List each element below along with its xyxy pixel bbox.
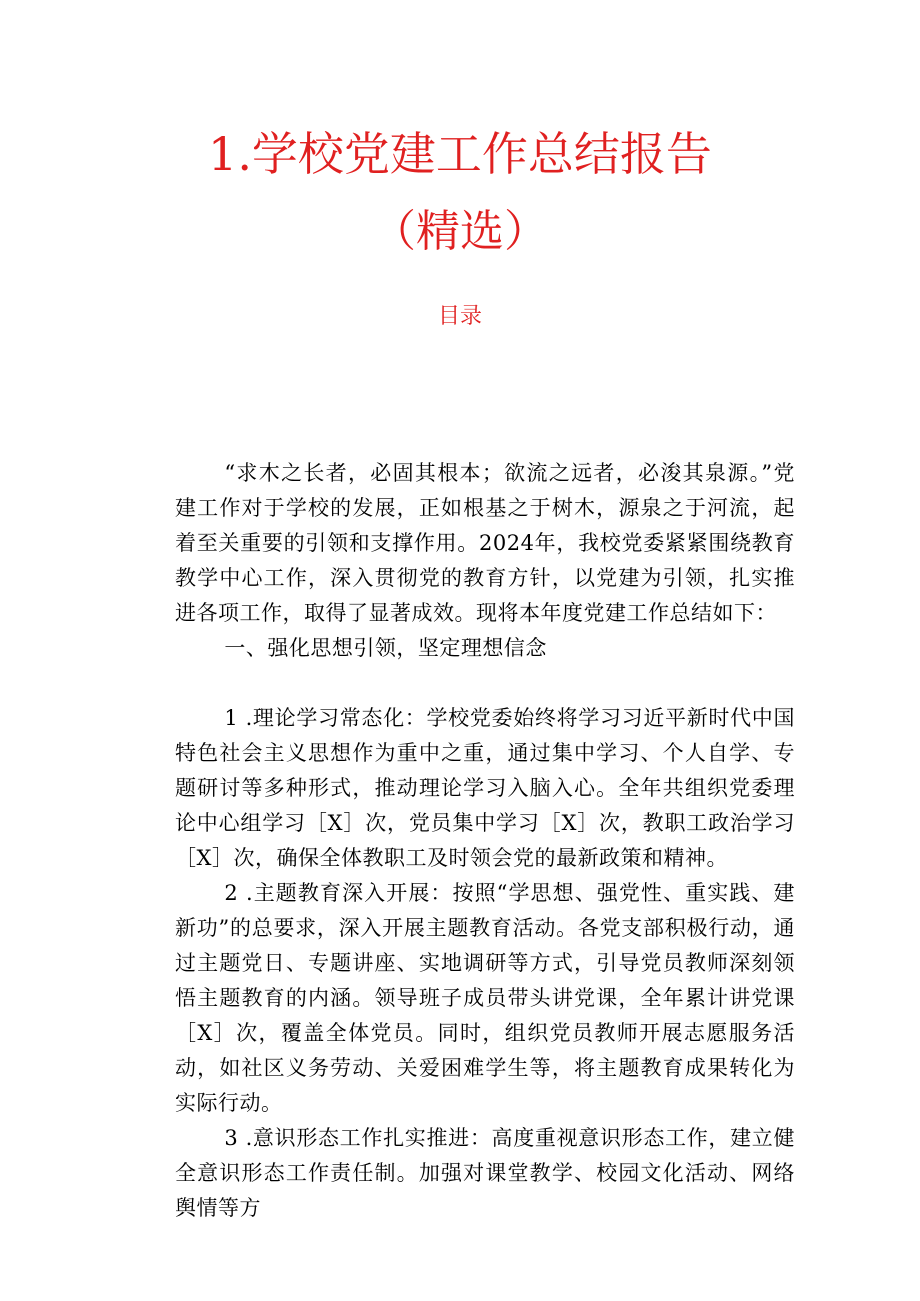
document-subtitle: （精选） (372, 206, 548, 257)
list-item: 3 .意识形态工作扎实推进：高度重视意识形态工作，建立健全意识形态工作责任制。加强对课堂教学、校园文化活动、网络舆情等方 (175, 1126, 795, 1220)
section-heading: 一、强化思想引领，坚定理想信念 (224, 636, 547, 660)
list-item: 1 .理论学习常态化：学校党委始终将学习习近平新时代中国特色社会主义思想作为重中之重，通过集中学习、个人自学、专题研讨等多种形式，推动理论学习入脑入心。全年共组织党委理论中心组学习［X］次，党员集中学习［X］次，教职工政治学习［X］次，确保全体教职工及时领会党的最新政策和精神。 (175, 706, 795, 870)
body-text (175, 456, 795, 1226)
toc-heading: 目录 (437, 304, 482, 329)
document-title: 1.学校党建工作总结报告 (208, 127, 712, 181)
list-item: 2 .主题教育深入开展：按照“学思想、强党性、重实践、建新功”的总要求，深入开展主题教育活动。各党支部积极行动，通过主题党日、专题讲座、实地调研等方式，引导党员教师深刻领悟主题教育的内涵。领导班子成员带头讲党课，全年累计讲党课［X］次，覆盖全体党员。同时，组织党员教师开展志愿服务活动，如社区义务劳动、关爱困难学生等，将主题教育成果转化为实际行动。 (175, 881, 795, 1115)
intro-paragraph: “求木之长者，必固其根本；欲流之远者，必浚其泉源。”党建工作对于学校的发展，正如根基之于树木，源泉之于河流，起着至关重要的引领和支撑作用。2024年，我校党委紧紧围绕教育教学中心工作，深入贯彻党的教育方针，以党建为引领，扎实推进各项工作，取得了显著成效。现将本年度党建工作总结如下： (175, 461, 795, 625)
